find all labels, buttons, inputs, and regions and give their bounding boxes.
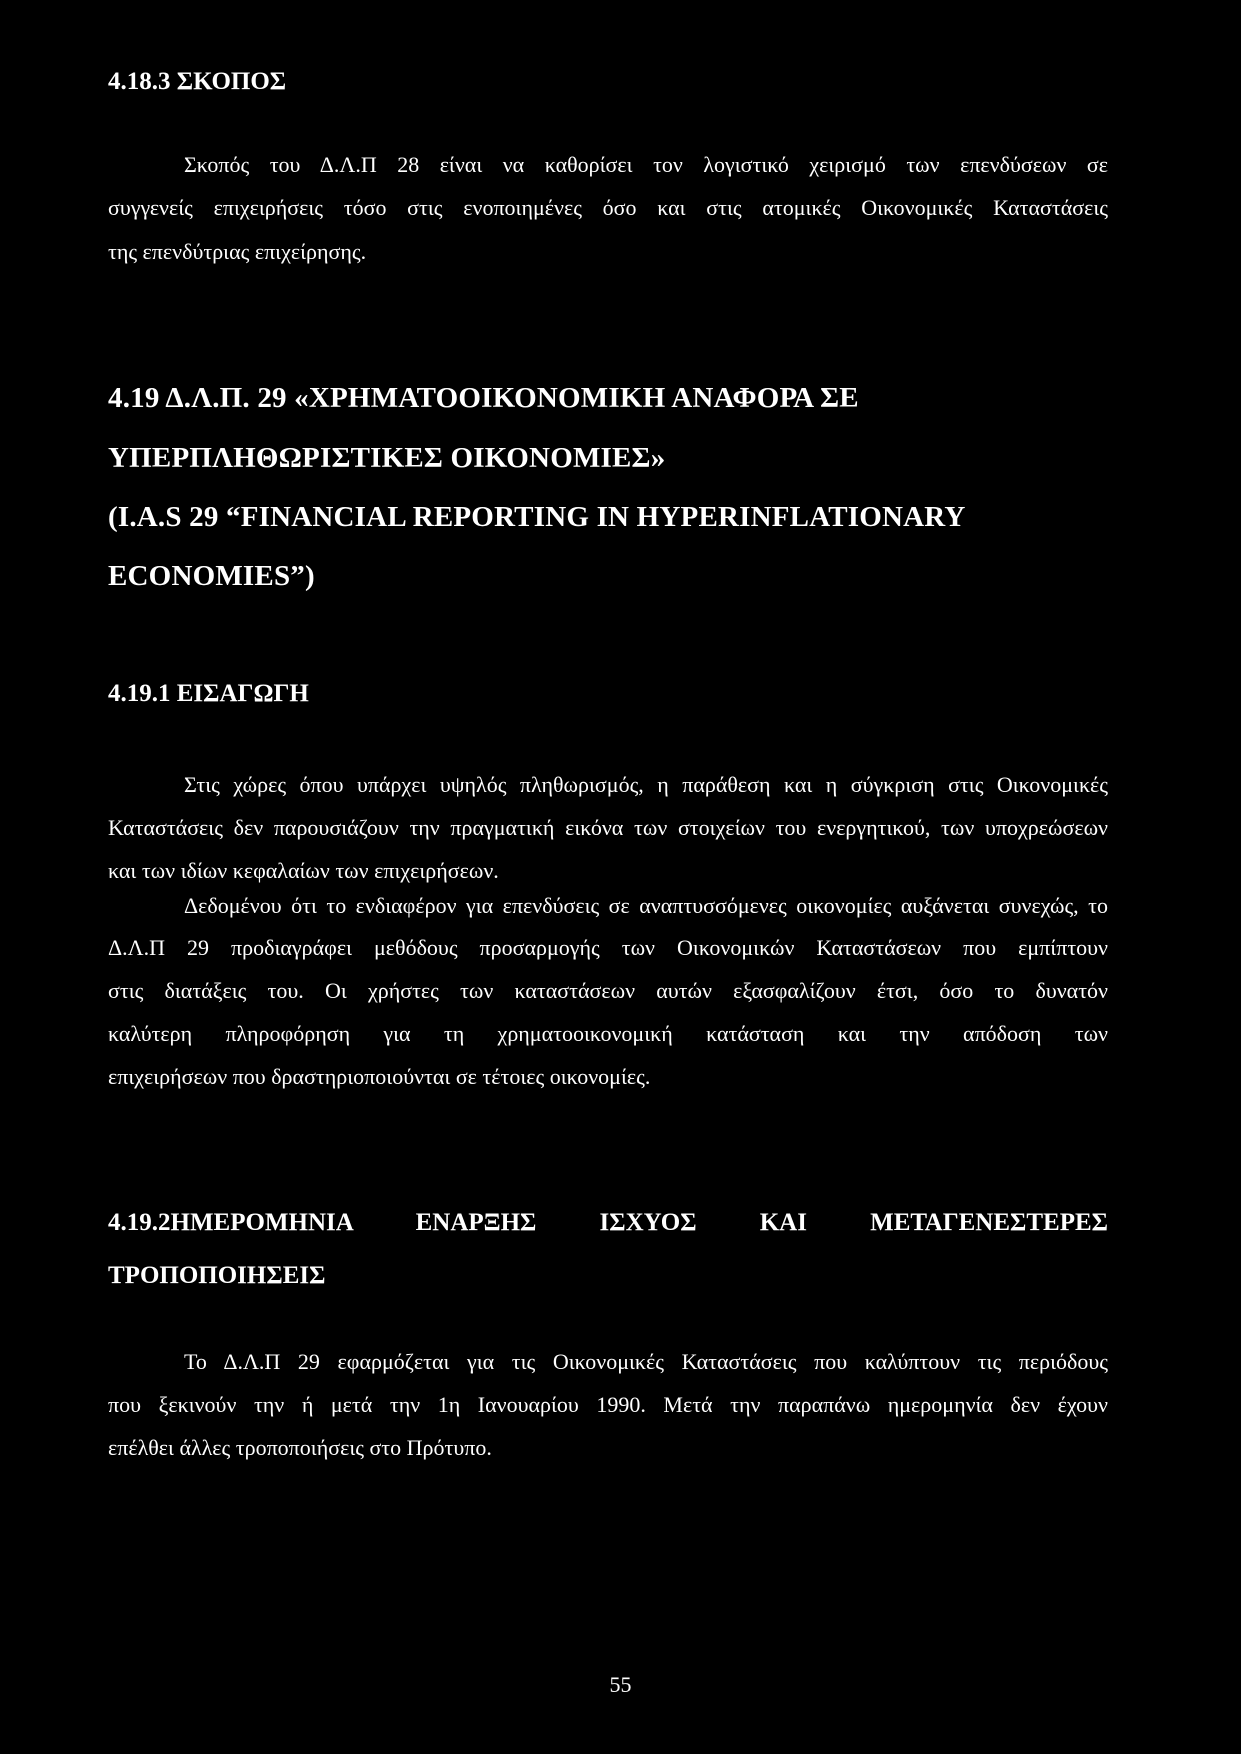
paragraph-line: καλύτερη πληροφόρηση για τη χρηματοοικονομική κατάσταση και την απόδοση των	[108, 1021, 1108, 1046]
paragraph-line: επέλθει άλλες τροποποιήσεις στο Πρότυπο.	[108, 1435, 492, 1460]
section-heading-4-19-line-1: 4.19 Δ.Λ.Π. 29 «ΧΡΗΜΑΤΟΟΙΚΟΝΟΜΙΚΗ ΑΝΑΦΟΡΑ ΣΕ	[108, 382, 859, 414]
section-heading-4-19-line-3: (I.A.S 29 “FINANCIAL REPORTING IN HYPERINFLATIONARY	[108, 501, 966, 533]
paragraph-line: Στις χώρες όπου υπάρχει υψηλός πληθωρισμός, η παράθεση και η σύγκριση στις Οικονομικές	[184, 772, 1108, 797]
paragraph-line: και των ιδίων κεφαλαίων των επιχειρήσεων.	[108, 858, 499, 883]
section-heading-4-19-line-4: ECONOMIES”)	[108, 560, 315, 592]
section-heading-4-19-2-line-2: ΤΡΟΠΟΠΟΙΗΣΕΙΣ	[108, 1262, 326, 1289]
section-heading-4-19-2-line-1: 4.19.2ΗΜΕΡΟΜΗΝΙΑ ΕΝΑΡΞΗΣ ΙΣΧΥΟΣ ΚΑΙ ΜΕΤΑΓΕΝΕΣΤΕΡΕΣ	[108, 1209, 1108, 1236]
paragraph-line: της επενδύτριας επιχείρησης.	[108, 239, 367, 264]
paragraph-line: Δ.Λ.Π 29 προδιαγράφει μεθόδους προσαρμογής των Οικονομικών Καταστάσεων που εμπίπτουν	[108, 935, 1108, 960]
paragraph-line: στις διατάξεις του. Οι χρήστες των καταστάσεων αυτών εξασφαλίζουν έτσι, όσο το δυνατόν	[108, 978, 1108, 1003]
paragraph-line: Καταστάσεις δεν παρουσιάζουν την πραγματική εικόνα των στοιχείων του ενεργητικού, των υποχρεώσεων	[108, 815, 1108, 840]
section-heading-4-19-1: 4.19.1 ΕΙΣΑΓΩΓΗ	[108, 680, 309, 707]
paragraph-line: Το Δ.Λ.Π 29 εφαρμόζεται για τις Οικονομικές Καταστάσεις που καλύπτουν τις περιόδους	[184, 1349, 1108, 1374]
paragraph-line: Σκοπός του Δ.Λ.Π 28 είναι να καθορίσει τον λογιστικό χειρισμό των επενδύσεων σε	[184, 152, 1108, 177]
section-heading-4-18-3: 4.18.3 ΣΚΟΠΟΣ	[108, 68, 287, 95]
page-number: 55	[609, 1672, 632, 1697]
paragraph-line: που ξεκινούν την ή μετά την 1η Ιανουαρίου 1990. Μετά την παραπάνω ημερομηνία δεν έχουν	[108, 1392, 1108, 1417]
document-page	[108, 0, 1108, 1754]
paragraph-line: Δεδομένου ότι το ενδιαφέρον για επενδύσεις σε αναπτυσσόμενες οικονομίες αυξάνεται συνεχώς, το	[184, 893, 1108, 918]
paragraph-line: συγγενείς επιχειρήσεις τόσο στις ενοποιημένες όσο και στις ατομικές Οικονομικές Καταστάσεις	[108, 195, 1108, 220]
paragraph-line: επιχειρήσεων που δραστηριοποιούνται σε τέτοιες οικονομίες.	[108, 1064, 651, 1089]
section-heading-4-19-line-2: ΥΠΕΡΠΛΗΘΩΡΙΣΤΙΚΕΣ ΟΙΚΟΝΟΜΙΕΣ»	[108, 442, 666, 474]
